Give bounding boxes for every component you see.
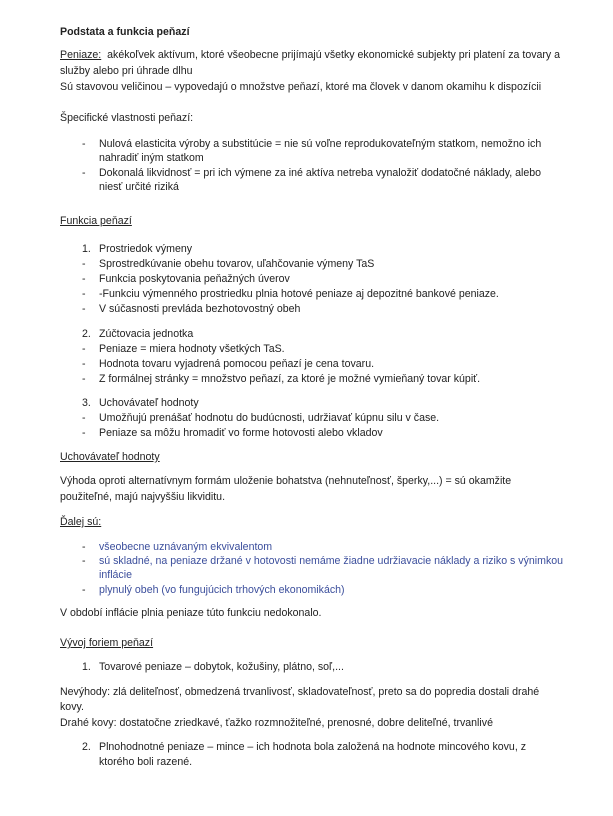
list-bullet: -: [82, 427, 86, 439]
definition-term: Peniaze:: [60, 49, 102, 61]
list-bullet: -: [82, 343, 86, 355]
numbered-item-title: Prostriedok výmeny: [99, 243, 193, 255]
store-of-value-text-line-2: použiteľné, majú najvyššiu likviditu.: [60, 491, 226, 503]
functions-heading: Funkcia peňazí: [60, 215, 132, 227]
numbered-item-title: Plnohodnotné peniaze – mince – ich hodnota bola založená na hodnote mincového kovu, z: [99, 741, 526, 753]
list-item: plynulý obeh (vo fungujúcich trhových ekonomikách): [99, 584, 345, 596]
numbered-item-number: 3.: [82, 397, 91, 409]
disadvantages-line-1: Nevýhody: zlá deliteľnosť, obmedzená trvanlivosť, skladovateľnosť, preto sa do popredia dostali drahé: [60, 686, 540, 698]
list-item: všeobecne uznávaným ekvivalentom: [99, 541, 273, 553]
list-item: sú skladné, na peniaze držané v hotovosti nemáme žiadne udržiavacie náklady a riziko s výnimkou: [99, 555, 564, 567]
list-bullet: -: [82, 541, 86, 553]
list-item-continuation: niesť určité riziká: [99, 181, 179, 193]
list-item: -Funkciu výmenného prostriedku plnia hotové peniaze aj depozitné bankové peniaze.: [99, 288, 499, 300]
list-bullet: -: [82, 373, 86, 385]
list-item-continuation: nahradiť iným statkom: [99, 152, 204, 164]
store-of-value-text-line-1: Výhoda oproti alternatívnym formám uloženie bohatstva (nehnuteľnosť, šperky,...) = sú okamžite: [60, 475, 512, 487]
numbered-item-number: 1.: [82, 243, 91, 255]
precious-metals-line: Drahé kovy: dostatočne zriedkavé, ťažko rozmnožiteľné, prenosné, dobre deliteľné, trvanlivé: [60, 717, 493, 729]
list-bullet: -: [82, 584, 86, 596]
list-item: Hodnota tovaru vyjadrená pomocou peňazí je cena tovaru.: [99, 358, 375, 370]
definition-line-1: [60, 50, 560, 61]
money-forms-heading: Vývoj foriem peňazí: [60, 637, 154, 649]
numbered-item-continuation: ktorého boli razené.: [99, 756, 193, 768]
list-item: Dokonalá likvidnosť = pri ich výmene za iné aktíva netreba vynaložiť dodatočné náklady, alebo: [99, 167, 542, 179]
list-item-continuation: inflácie: [99, 569, 132, 581]
document-title: Podstata a funkcia peňazí: [60, 26, 190, 38]
list-bullet: -: [82, 288, 86, 300]
list-bullet: -: [82, 138, 86, 150]
numbered-item-title: Zúčtovacia jednotka: [99, 328, 194, 340]
disadvantages-line-2: kovy.: [60, 701, 84, 713]
list-item: Funkcia poskytovania peňažných úverov: [99, 273, 290, 285]
specific-properties-heading: Špecifické vlastnosti peňazí:: [60, 112, 194, 124]
numbered-item-number: 2.: [82, 741, 91, 753]
list-item: Sprostredkúvanie obehu tovarov, uľahčovanie výmeny TaS: [99, 258, 375, 270]
list-item: Peniaze = miera hodnoty všetkých TaS.: [99, 343, 285, 355]
list-item: Z formálnej stránky = množstvo peňazí, za ktoré je možné vymieňaný tovar kúpiť.: [99, 373, 481, 385]
further-heading: Ďalej sú:: [60, 516, 102, 528]
numbered-item-title: Uchovávateľ hodnoty: [99, 397, 199, 409]
list-item: Umožňujú prenášať hodnotu do budúcnosti, udržiavať kúpnu silu v čase.: [99, 412, 440, 424]
list-bullet: -: [82, 358, 86, 370]
definition-text: akékoľvek aktívum, ktoré všeobecne prijímajú všetky ekonomické subjekty pri platení za tovary a: [107, 49, 561, 61]
list-item: V súčasnosti prevláda bezhotovostný obeh: [99, 303, 301, 315]
definition-line-2: služby alebo pri úhrade dlhu: [60, 65, 193, 77]
list-bullet: -: [82, 412, 86, 424]
numbered-item-title: Tovarové peniaze – dobytok, kožušiny, plátno, soľ,...: [99, 661, 344, 673]
list-item: Nulová elasticita výroby a substitúcie = nie sú voľne reprodukovateľným statkom, nemožno ich: [99, 138, 542, 150]
list-bullet: -: [82, 555, 86, 567]
list-bullet: -: [82, 303, 86, 315]
numbered-item-number: 1.: [82, 661, 91, 673]
numbered-item-number: 2.: [82, 328, 91, 340]
store-of-value-heading: Uchovávateľ hodnoty: [60, 451, 160, 463]
list-bullet: -: [82, 167, 86, 179]
inflation-note: V období inflácie plnia peniaze túto funkciu nedokonalo.: [60, 607, 322, 619]
list-bullet: -: [82, 273, 86, 285]
definition-line-3: Sú stavovou veličinou – vypovedajú o množstve peňazí, ktoré ma človek v danom okamihu k dispozícii: [60, 81, 542, 93]
list-bullet: -: [82, 258, 86, 270]
list-item: Peniaze sa môžu hromadiť vo forme hotovosti alebo vkladov: [99, 427, 383, 439]
